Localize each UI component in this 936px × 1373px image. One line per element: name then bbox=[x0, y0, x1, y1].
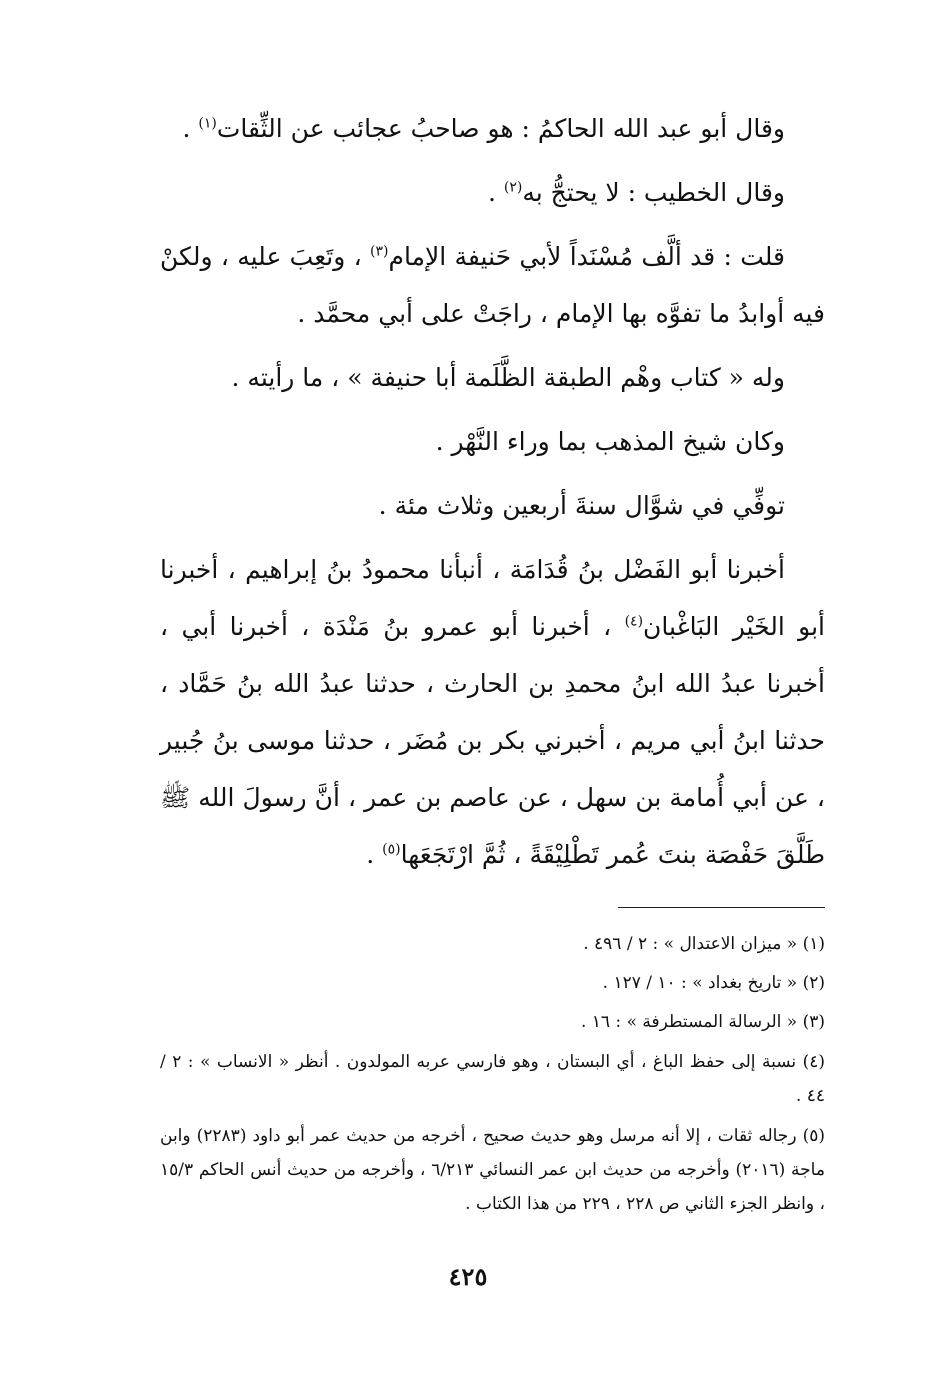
paragraph-death: توفِّي في شوَّال سنةَ أربعين وثلاث مئة . bbox=[378, 491, 785, 520]
paragraph-hakim-text: وقال أبو عبد الله الحاكمُ : هو صاحبُ عجائب عن الثِّقات bbox=[216, 114, 785, 143]
footnote-separator bbox=[618, 907, 825, 908]
footnotes bbox=[160, 928, 825, 1227]
paragraph-khatib bbox=[160, 164, 825, 221]
paragraph-hadith-text-b: ، أخبرنا أبو عمرو بنُ مَنْدَة ، أخبرنا أبي ، أخبرنا عبدُ الله ابنُ محمدِ بن الحارث ، حدثنا عبدُ الله بنُ حَمَّاد ، حدثنا ابنُ أبي مريم ، أخبرني بكر بن مُضَر ، حدثنا موسى بنُ جُبير ، عن أبي أُمامة بن سهل ، عن عاصم بن عمر ، أنَّ رسولَ الله ﷺ طَلَّقَ حَفْصَة بنتَ عُمر تَطْلِيْقَةً ، ثُمَّ ارْتَجَعَها bbox=[160, 612, 825, 869]
paragraph-hadith-end: . bbox=[366, 840, 383, 869]
paragraph-khatib-end: . bbox=[487, 178, 504, 207]
footnote-2: (٢) « تاريخ بغداد » : ١٠ / ١٢٧ . bbox=[602, 973, 825, 993]
paragraph-hakim bbox=[160, 100, 825, 157]
footnote-ref-3[interactable]: (٣) bbox=[370, 243, 389, 260]
footnote-3: (٣) « الرسالة المستطرفة » : ١٦ . bbox=[580, 1012, 825, 1032]
paragraph-shaykh: وكان شيخ المذهب بما وراء النَّهْر . bbox=[435, 427, 785, 456]
footnote-1: (١) « ميزان الاعتدال » : ٢ / ٤٩٦ . bbox=[583, 934, 825, 954]
main-text bbox=[160, 100, 825, 883]
footnote-ref-5[interactable]: (٥) bbox=[382, 841, 401, 858]
paragraph-hadith bbox=[160, 541, 825, 883]
paragraph-hakim-end: . bbox=[182, 114, 199, 143]
page-number: ٤٢٥ bbox=[448, 1262, 488, 1291]
footnote-5: (٥) رجاله ثقات ، إلا أنه مرسل وهو حديث صحيح ، أخرجه من حديث عمر أبو داود (٢٢٨٣) وابن ماجة (٢٠١٦) وأخرجه من حديث ابن عمر النسائي ٦/٢١٣ ، وأخرجه من حديث أنس الحاكم ١٥/٣ ، وانظر الجزء الثاني ص ٢٢٨ ، ٢٢٩ من هذا الكتاب . bbox=[160, 1126, 825, 1214]
paragraph-musnad bbox=[160, 228, 825, 342]
footnote-ref-2[interactable]: (٢) bbox=[503, 179, 523, 196]
paragraph-musnad-text-a: قلت : قد ألَّف مُسْنَداً لأبي حَنيفة الإمام bbox=[388, 242, 785, 271]
paragraph-hadith-text-a: أخبرنا أبو الفَضْل بنُ قُدَامَة ، أنبأنا محمودُ بنُ إبراهيم ، أخبرنا أبو الخَيْر البَاغْبان bbox=[160, 555, 825, 641]
paragraph-khatib-text: وقال الخطيب : لا يحتجُّ به bbox=[522, 178, 785, 207]
paragraph-musnad-text-b: ، وتَعِبَ عليه ، ولكنْ فيه أوابدُ ما تفوَّه بها الإمام ، راجَتْ على أبي محمَّد . bbox=[160, 242, 825, 328]
paragraph-kitab: وله « كتاب وهْم الطبقة الظَّلَمة أبا حنيفة » ، ما رأيته . bbox=[231, 363, 785, 392]
footnote-ref-1[interactable]: (١) bbox=[198, 115, 217, 132]
footnote-ref-4[interactable]: (٤) bbox=[624, 613, 644, 630]
footnote-4: (٤) نسبة إلى حفظ الباغ ، أي البستان ، وهو فارسي عربه المولدون . أنظر « الانساب » : ٢ / ٤٤ . bbox=[160, 1052, 825, 1106]
